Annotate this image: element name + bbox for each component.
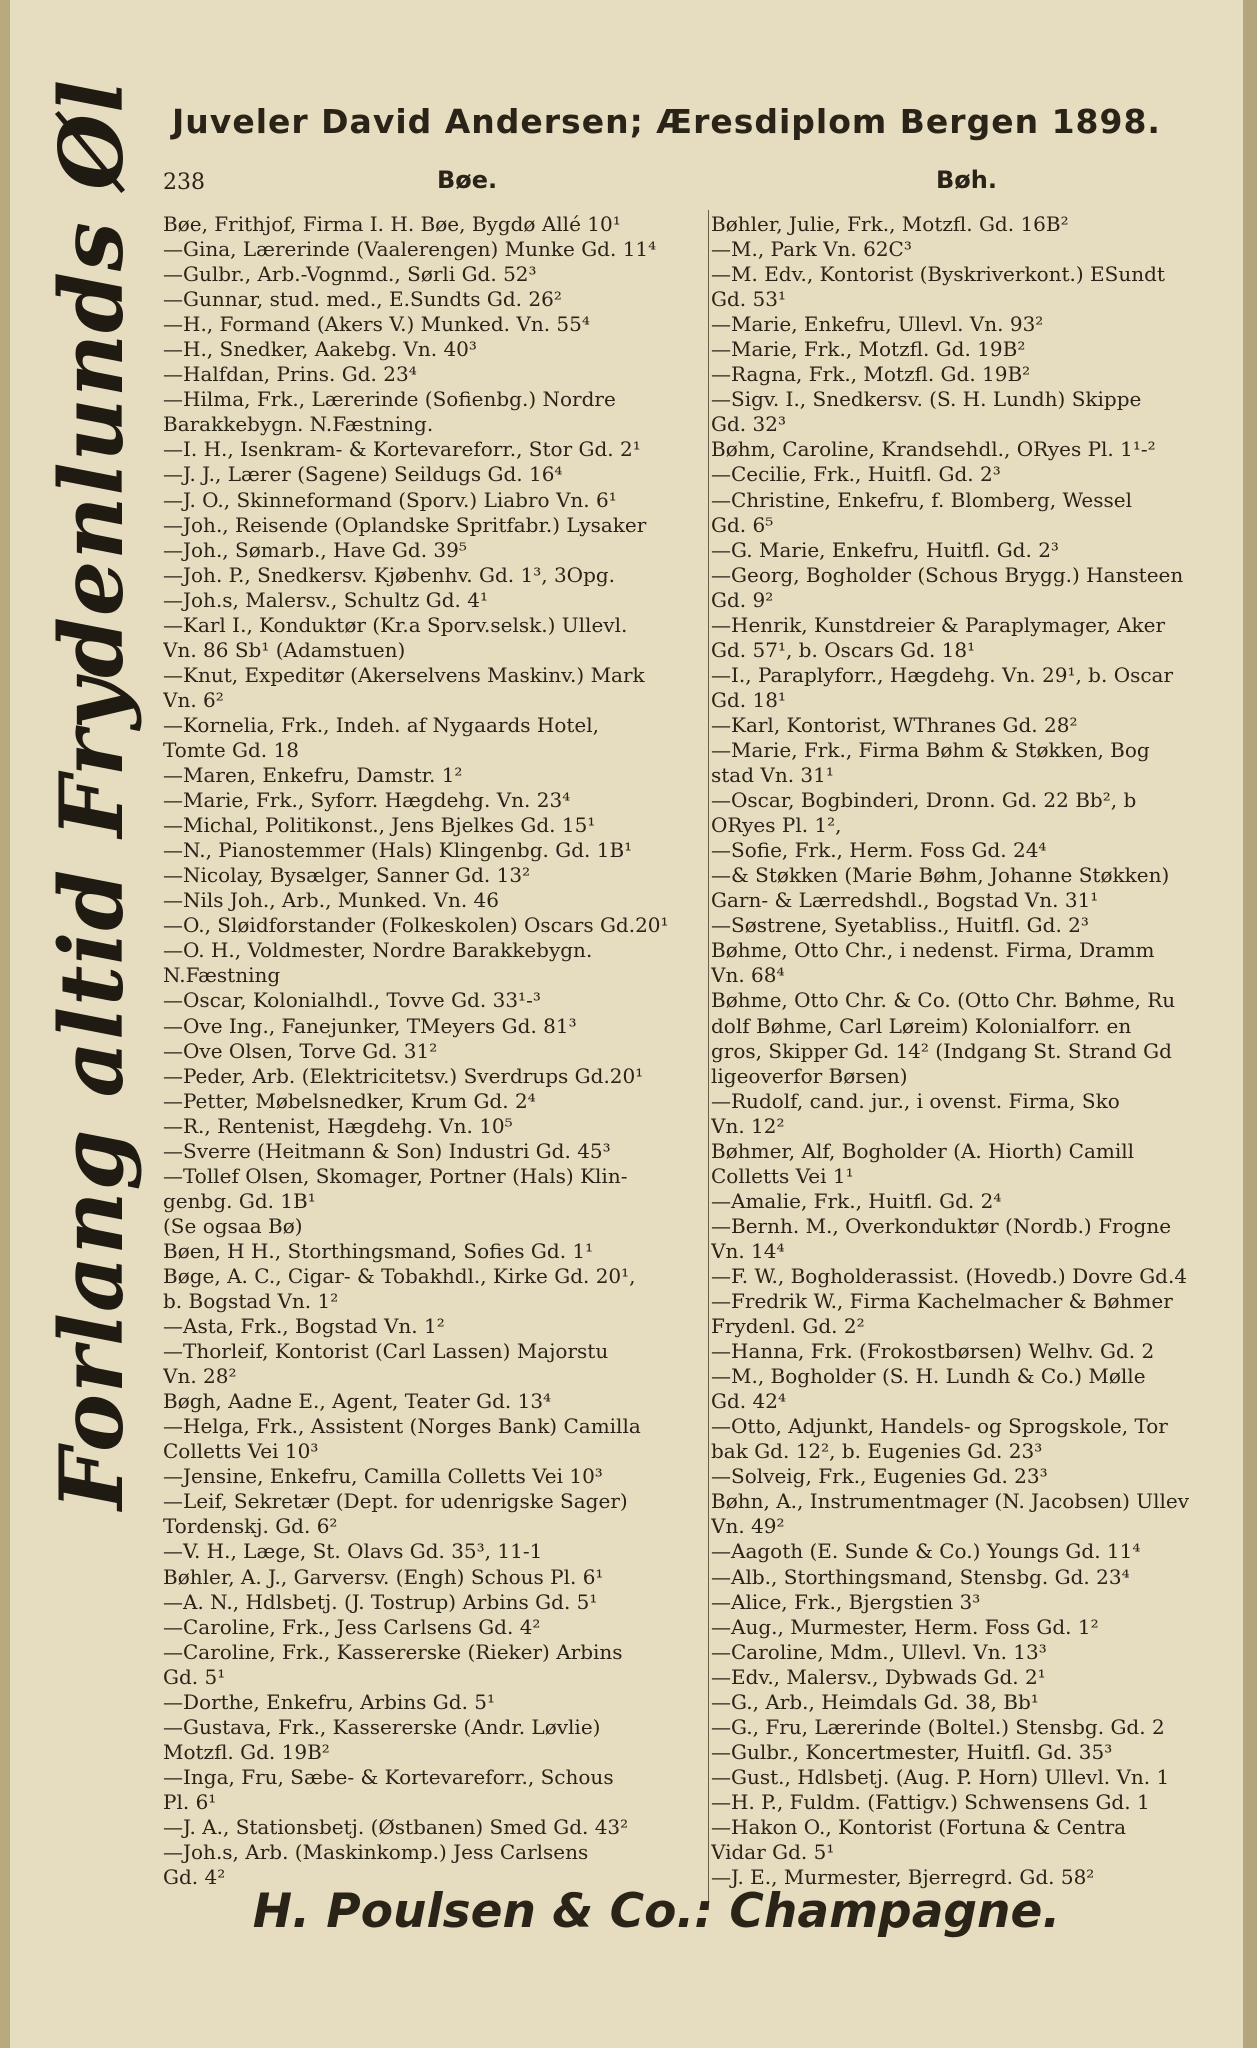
directory-entry-line: Vn. 12² <box>711 1113 785 1138</box>
directory-entry-line: Garn- & Lærredshdl., Bogstad Vn. 31¹ <box>711 888 1099 913</box>
directory-entry-line: —Joh., Sømarb., Have Gd. 39⁵ <box>163 537 467 562</box>
directory-entry-line: Bøhmer, Alf, Bogholder (A. Hiorth) Camill <box>711 1138 1135 1163</box>
directory-entry-line: —Henrik, Kunstdreier & Paraplymager, Aker <box>711 612 1166 637</box>
directory-entry-line: —Gulbr., Arb.-Vognmd., Sørli Gd. 52³ <box>163 262 537 287</box>
directory-entry-line: —F. W., Bogholderassist. (Hovedb.) Dovre Gd.4 <box>711 1263 1188 1288</box>
top-advert-banner: Juveler David Andersen; Æresdiplom Bergen 1898. <box>172 102 1161 141</box>
directory-entry-line: Gd. 32³ <box>711 412 786 437</box>
directory-entry-line: —Karl, Kontorist, WThranes Gd. 28² <box>711 712 1078 737</box>
directory-entry-line: —Cecilie, Frk., Huitfl. Gd. 2³ <box>711 462 1001 487</box>
directory-entry-line: —Edv., Malersv., Dybwads Gd. 2¹ <box>711 1664 1046 1689</box>
directory-entry-line: b. Bogstad Vn. 1² <box>163 1289 339 1314</box>
directory-entry-line: —J. A., Stationsbetj. (Østbanen) Smed Gd. 43² <box>163 1815 629 1839</box>
directory-entry-line: Vn. 49² <box>711 1514 785 1539</box>
directory-entry-line: Bøge, A. C., Cigar- & Tobakhdl., Kirke Gd. 20¹, <box>163 1263 636 1288</box>
directory-entry-line: —Marie, Frk., Motzfl. Gd. 19B² <box>711 337 1026 362</box>
directory-entry-line: —Caroline, Mdm., Ullevl. Vn. 13³ <box>711 1639 1047 1664</box>
directory-entry-line: —M., Bogholder (S. H. Lundh & Co.) Mølle <box>711 1364 1146 1389</box>
vertical-side-advert: Forlang altid Frydenlunds Øl <box>40 78 143 1510</box>
directory-entry-line: Vn. 14⁴ <box>711 1238 785 1263</box>
directory-entry-line: —O. H., Voldmester, Nordre Barakkebygn. <box>163 938 593 963</box>
directory-entry-line: —Petter, Møbelsnedker, Krum Gd. 2⁴ <box>163 1088 536 1113</box>
directory-entry-line: gros, Skipper Gd. 14² (Indgang St. Strand Gd <box>711 1038 1172 1063</box>
directory-entry-line: genbg. Gd. 1B¹ <box>163 1188 316 1213</box>
directory-entry-line: stad Vn. 31¹ <box>711 763 834 788</box>
left-column <box>163 212 705 1890</box>
directory-entry-line: Bøhme, Otto Chr., i nedenst. Firma, Dramm <box>711 938 1155 963</box>
directory-entry-line: —Michal, Politikonst., Jens Bjelkes Gd. 15¹ <box>163 813 596 838</box>
directory-entry-line: Gd. 6⁵ <box>711 512 774 537</box>
directory-entry-line: —J. O., Skinneformand (Sporv.) Liabro Vn. 6¹ <box>163 487 617 512</box>
directory-entry-line: —Leif, Sekretær (Dept. for udenrigske Sager) <box>163 1489 628 1514</box>
directory-entry-line: —Sigv. I., Snedkersv. (S. H. Lundh) Skippe <box>711 387 1142 412</box>
directory-entry-line: Bøhm, Caroline, Krandsehdl., ORyes Pl. 1¹-² <box>711 437 1156 462</box>
directory-entry-line: —G., Fru, Lærerinde (Boltel.) Stensbg. Gd. 2 <box>711 1714 1165 1739</box>
directory-entry-line: Bøgh, Aadne E., Agent, Teater Gd. 13⁴ <box>163 1389 552 1414</box>
directory-entry-line: Tordenskj. Gd. 6² <box>163 1514 338 1539</box>
directory-entry-line: —Ove Olsen, Torve Gd. 31² <box>163 1038 438 1063</box>
directory-entry-line: —Aagoth (E. Sunde & Co.) Youngs Gd. 11⁴ <box>711 1539 1141 1564</box>
directory-entry-line: —Knut, Expeditør (Akerselvens Maskinv.) Mark <box>163 662 645 687</box>
directory-entry-line: Gd. 57¹, b. Oscars Gd. 18¹ <box>711 637 976 662</box>
column-divider <box>708 210 709 1910</box>
directory-entry-line: —H. P., Fuldm. (Fattigv.) Schwensens Gd. 1 <box>711 1789 1150 1814</box>
directory-entry-line: —Oscar, Kolonialhdl., Tovve Gd. 33¹-³ <box>163 988 541 1013</box>
directory-entry-line: —Asta, Frk., Bogstad Vn. 1² <box>163 1314 445 1339</box>
directory-entry-line: —H., Formand (Akers V.) Munked. Vn. 55⁴ <box>163 312 590 337</box>
page-number: 238 <box>163 170 205 195</box>
directory-entry-line: Pl. 6¹ <box>163 1789 217 1814</box>
directory-entry-line: Bøen, H H., Storthingsmand, Sofies Gd. 1¹ <box>163 1238 594 1263</box>
directory-entry-line: —Alice, Frk., Bjergstien 3³ <box>711 1589 981 1614</box>
directory-entry-line: —Rudolf, cand. jur., i ovenst. Firma, Sko <box>711 1088 1120 1113</box>
directory-entry-line: —J. E., Murmester, Bjerregrd. Gd. 58² <box>711 1865 1095 1890</box>
directory-entry-line: Gd. 42⁴ <box>711 1389 786 1414</box>
directory-entry-line: Colletts Vei 10³ <box>163 1439 319 1464</box>
directory-entry-line: —Peder, Arb. (Elektricitetsv.) Sverdrups Gd.20¹ <box>163 1063 644 1088</box>
directory-entry-line: —Hakon O., Kontorist (Fortuna & Centra <box>711 1815 1127 1839</box>
directory-entry-line: —Nils Joh., Arb., Munked. Vn. 46 <box>163 888 500 913</box>
directory-entry-line: —A. N., Hdlsbetj. (J. Tostrup) Arbins Gd. 5¹ <box>163 1589 598 1614</box>
directory-entry-line: —Inga, Fru, Sæbe- & Kortevareforr., Schous <box>163 1764 614 1789</box>
directory-entry-line: (Se ogsaa Bø) <box>163 1213 303 1238</box>
directory-entry-line: Bøhn, A., Instrumentmager (N. Jacobsen) Ullev <box>711 1489 1190 1514</box>
directory-entry-line: —R., Rentenist, Hægdehg. Vn. 10⁵ <box>163 1113 513 1138</box>
directory-entry-line: Bøe, Frithjof, Firma I. H. Bøe, Bygdø Allé 10¹ <box>163 212 621 236</box>
directory-entry-line: —Ove Ing., Fanejunker, TMeyers Gd. 81³ <box>163 1013 577 1038</box>
directory-entry-line: —Aug., Murmester, Herm. Foss Gd. 1² <box>711 1614 1099 1639</box>
directory-entry-line: ligeoverfor Børsen) <box>711 1063 908 1088</box>
directory-entry-line: Colletts Vei 1¹ <box>711 1163 854 1188</box>
directory-entry-line: —Marie, Frk., Firma Bøhm & Støkken, Bog <box>711 737 1150 762</box>
directory-entry-line: Motzfl. Gd. 19B² <box>163 1739 330 1764</box>
right-column <box>711 212 1243 1890</box>
directory-entry-line: —Gulbr., Koncertmester, Huitfl. Gd. 35³ <box>711 1739 1113 1764</box>
directory-entry-line: —Fredrik W., Firma Kachelmacher & Bøhmer <box>711 1289 1173 1314</box>
directory-entry-line: N.Fæstning <box>163 963 281 988</box>
directory-entry-line: —Dorthe, Enkefru, Arbins Gd. 5¹ <box>163 1689 496 1714</box>
directory-entry-line: —I. H., Isenkram- & Kortevareforr., Stor Gd. 2¹ <box>163 437 641 462</box>
directory-entry-line: —Nicolay, Bysælger, Sanner Gd. 13² <box>163 863 531 888</box>
directory-entry-line: Gd. 9² <box>711 587 774 612</box>
directory-entry-line: Vn. 28² <box>163 1364 237 1389</box>
directory-entry-line: —H., Snedker, Aakebg. Vn. 40³ <box>163 337 477 362</box>
directory-entry-line: —Helga, Frk., Assistent (Norges Bank) Camilla <box>163 1414 641 1439</box>
directory-entry-line: —Gust., Hdlsbetj. (Aug. P. Horn) Ullevl. Vn. 1 <box>711 1764 1170 1789</box>
directory-entry-line: —Solveig, Frk., Eugenies Gd. 23³ <box>711 1464 1048 1489</box>
directory-entry-line: —Marie, Frk., Syforr. Hægdehg. Vn. 23⁴ <box>163 788 571 813</box>
directory-entry-line: —Georg, Bogholder (Schous Brygg.) Hansteen <box>711 562 1184 587</box>
directory-entry-line: —Oscar, Bogbinderi, Dronn. Gd. 22 Bb², b <box>711 788 1137 813</box>
directory-entry-line: —Caroline, Frk., Jess Carlsens Gd. 4² <box>163 1614 541 1639</box>
directory-entry-line: —Ragna, Frk., Motzfl. Gd. 19B² <box>711 362 1031 387</box>
directory-entry-line: —Hilma, Frk., Lærerinde (Sofienbg.) Nordre <box>163 387 616 412</box>
directory-entry-line: —Joh.s, Malersv., Schultz Gd. 4¹ <box>163 587 488 612</box>
directory-entry-line: —Alb., Storthingsmand, Stensbg. Gd. 23⁴ <box>711 1564 1130 1589</box>
directory-entry-line: —Otto, Adjunkt, Handels- og Sprogskole, Tor <box>711 1414 1168 1439</box>
directory-entry-line: —Kornelia, Frk., Indeh. af Nygaards Hotel, <box>163 712 600 737</box>
directory-entry-line: bak Gd. 12², b. Eugenies Gd. 23³ <box>711 1439 1043 1464</box>
directory-entry-line: —Sverre (Heitmann & Son) Industri Gd. 45³ <box>163 1138 611 1163</box>
directory-entry-line: —Joh., Reisende (Oplandske Spritfabr.) Lysaker <box>163 512 647 537</box>
directory-entry-line: —O., Sløidforstander (Folkeskolen) Oscars Gd.20¹ <box>163 913 669 938</box>
directory-entry-line: —M. Edv., Kontorist (Byskriverkont.) ESundt <box>711 262 1165 287</box>
directory-entry-line: —M., Park Vn. 62C³ <box>711 237 912 262</box>
bottom-advert-banner: H. Poulsen & Co.: Champagne. <box>252 1884 1061 1939</box>
directory-entry-line: —Gunnar, stud. med., E.Sundts Gd. 26² <box>163 287 562 312</box>
directory-entry-line: —Gustava, Frk., Kassererske (Andr. Løvlie) <box>163 1714 601 1739</box>
directory-entry-line: —N., Pianostemmer (Hals) Klingenbg. Gd. 1B¹ <box>163 838 633 863</box>
directory-entry-line: —Søstrene, Syetabliss., Huitfl. Gd. 2³ <box>711 913 1089 938</box>
directory-entry-line: Barakkebygn. N.Fæstning. <box>163 412 434 437</box>
directory-entry-line: Bøhler, A. J., Garversv. (Engh) Schous Pl. 6¹ <box>163 1564 604 1589</box>
directory-entry-line: —Caroline, Frk., Kassererske (Rieker) Arbins <box>163 1639 623 1664</box>
directory-entry-line: Bøhme, Otto Chr. & Co. (Otto Chr. Bøhme, Ru <box>711 988 1176 1013</box>
directory-entry-line: —Marie, Enkefru, Ullevl. Vn. 93² <box>711 312 1044 337</box>
directory-entry-line: —Hanna, Frk. (Frokostbørsen) Welhv. Gd. 2 <box>711 1339 1155 1364</box>
directory-entry-line: —Maren, Enkefru, Damstr. 1² <box>163 763 463 788</box>
directory-entry-line: Vidar Gd. 5¹ <box>711 1840 835 1865</box>
directory-entry-line: —Karl I., Konduktør (Kr.a Sporv.selsk.) Ullevl. <box>163 612 628 637</box>
running-head-left: Bøe. <box>437 166 498 194</box>
directory-entry-line: Bøhler, Julie, Frk., Motzfl. Gd. 16B² <box>711 212 1069 236</box>
running-head-right: Bøh. <box>936 166 997 194</box>
directory-entry-line: Vn. 6² <box>163 687 224 712</box>
directory-entry-line: ORyes Pl. 1², <box>711 813 842 838</box>
directory-entry-line: —Christine, Enkefru, f. Blomberg, Wessel <box>711 487 1133 512</box>
directory-entry-line: —Amalie, Frk., Huitfl. Gd. 2⁴ <box>711 1188 1002 1213</box>
directory-entry-line: Frydenl. Gd. 2² <box>711 1314 865 1339</box>
directory-entry-line: Tomte Gd. 18 <box>163 737 299 762</box>
directory-entry-line: Gd. 53¹ <box>711 287 786 312</box>
directory-entry-line: —I., Paraplyforr., Hægdehg. Vn. 29¹, b. Oscar <box>711 662 1174 687</box>
directory-entry-line: —J. J., Lærer (Sagene) Seildugs Gd. 16⁴ <box>163 462 563 487</box>
directory-entry-line: —G., Arb., Heimdals Gd. 38, Bb¹ <box>711 1689 1039 1714</box>
directory-entry-line: —Joh.s, Arb. (Maskinkomp.) Jess Carlsens <box>163 1840 589 1865</box>
directory-entry-line: —Tollef Olsen, Skomager, Portner (Hals) Klin- <box>163 1163 628 1188</box>
directory-entry-line: —V. H., Læge, St. Olavs Gd. 35³, 11-1 <box>163 1539 543 1564</box>
directory-entry-line: —Sofie, Frk., Herm. Foss Gd. 24⁴ <box>711 838 1047 863</box>
directory-entry-line: —Halfdan, Prins. Gd. 23⁴ <box>163 362 417 387</box>
directory-entry-line: Vn. 86 Sb¹ (Adamstuen) <box>163 637 406 662</box>
directory-entry-line: —Jensine, Enkefru, Camilla Colletts Vei 10³ <box>163 1464 603 1489</box>
directory-entry-line: Gd. 4² <box>163 1865 226 1890</box>
directory-entry-line: —Joh. P., Snedkersv. Kjøbenhv. Gd. 1³, 3Opg. <box>163 562 616 587</box>
directory-entry-line: —Gina, Lærerinde (Vaalerengen) Munke Gd. 11⁴ <box>163 237 657 262</box>
directory-entry-line: dolf Bøhme, Carl Løreim) Kolonialforr. en <box>711 1013 1132 1038</box>
directory-entry-line: —& Støkken (Marie Bøhm, Johanne Støkken) <box>711 863 1170 888</box>
directory-entry-line: Gd. 5¹ <box>163 1664 226 1689</box>
directory-entry-line: Gd. 18¹ <box>711 687 786 712</box>
directory-entry-line: Vn. 68⁴ <box>711 963 785 988</box>
directory-entry-line: —Bernh. M., Overkonduktør (Nordb.) Frogne <box>711 1213 1172 1238</box>
directory-entry-line: —G. Marie, Enkefru, Huitfl. Gd. 2³ <box>711 537 1059 562</box>
directory-entry-line: —Thorleif, Kontorist (Carl Lassen) Majorstu <box>163 1339 609 1364</box>
